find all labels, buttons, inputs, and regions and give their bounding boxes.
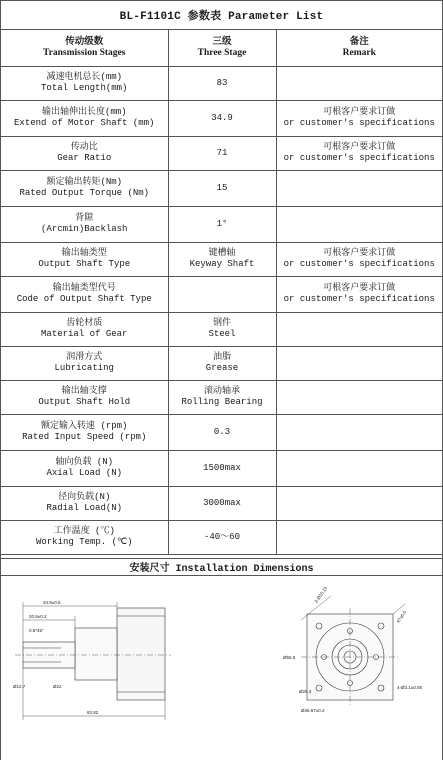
param-name-cn: 传动比 bbox=[70, 142, 98, 152]
param-name-cell bbox=[1, 100, 168, 136]
dim-total-length: 82.82 bbox=[87, 710, 99, 715]
param-name-cn: 输出轴类型代号 bbox=[52, 283, 116, 293]
param-remark-cell bbox=[276, 312, 442, 346]
param-value-cell bbox=[168, 312, 276, 346]
param-value-en: Grease bbox=[205, 363, 239, 373]
param-name-cell bbox=[1, 242, 168, 276]
table-row bbox=[1, 346, 442, 380]
param-value-cell bbox=[168, 276, 276, 312]
param-name-en: Lubricating bbox=[54, 363, 114, 373]
side-view bbox=[15, 602, 171, 720]
dim-chamfer: 0.5*45° bbox=[29, 628, 44, 633]
param-value-cell bbox=[168, 206, 276, 242]
dim-outer-dia: Ø55.5 bbox=[283, 655, 296, 660]
param-remark-cell bbox=[276, 242, 442, 276]
param-value-cell bbox=[168, 136, 276, 170]
param-name-cn: 减速电机总长(mm) bbox=[46, 72, 123, 82]
dim-square: 47±0.5 bbox=[395, 609, 408, 624]
param-name-en: Extend of Motor Shaft (mm) bbox=[14, 118, 155, 128]
param-value-cn: 1° bbox=[216, 218, 228, 229]
table-row bbox=[1, 414, 442, 450]
param-value-cell bbox=[168, 66, 276, 100]
param-name-cn: 径向负载(N) bbox=[58, 492, 111, 502]
table-row bbox=[1, 170, 442, 206]
parameter-table bbox=[1, 30, 442, 555]
param-name-cn: 工作温度 (℃) bbox=[53, 526, 115, 536]
param-name-cell bbox=[1, 520, 168, 554]
param-name-en: Gear Ratio bbox=[57, 153, 112, 163]
param-remark-cn: 可根客户要求订做 bbox=[323, 107, 396, 117]
dim-shaft-dia: Ø12.7 bbox=[13, 684, 26, 689]
param-name-cn: 润滑方式 bbox=[66, 352, 103, 362]
param-name-cn: 背隙 bbox=[75, 213, 94, 223]
param-remark-en: or customer's specifications bbox=[283, 118, 435, 128]
param-name-en: Radial Load(N) bbox=[46, 503, 123, 513]
param-name-en: Material of Gear bbox=[41, 329, 128, 339]
installation-title: 安装尺寸 Installation Dimensions bbox=[1, 558, 442, 576]
param-name-en: Rated Input Speed (rpm) bbox=[22, 432, 147, 442]
param-name-cell bbox=[1, 312, 168, 346]
dim-bore-dia: Ø29.3 bbox=[299, 689, 312, 694]
table-row bbox=[1, 242, 442, 276]
param-name-cell bbox=[1, 486, 168, 520]
param-remark-cn: 可根客户要求订做 bbox=[323, 142, 396, 152]
param-name-cell bbox=[1, 276, 168, 312]
param-value-cell bbox=[168, 170, 276, 206]
table-row bbox=[1, 312, 442, 346]
param-value-cell bbox=[168, 414, 276, 450]
param-name-cell bbox=[1, 450, 168, 486]
param-remark-en: or customer's specifications bbox=[283, 294, 435, 304]
param-value-en: Rolling Bearing bbox=[181, 397, 263, 407]
sheet-title: BL-F1101C 参数表 Parameter List bbox=[1, 0, 442, 30]
param-remark-en: or customer's specifications bbox=[283, 259, 435, 269]
param-name-cell bbox=[1, 414, 168, 450]
table-header-row bbox=[1, 30, 442, 66]
param-value-cell bbox=[168, 520, 276, 554]
param-value-cell bbox=[168, 346, 276, 380]
param-value-cn: 34.9 bbox=[211, 112, 233, 123]
param-name-en: Rated Output Torque (Nm) bbox=[19, 188, 150, 198]
param-name-en: (Arcmin)Backlash bbox=[41, 224, 128, 234]
param-value-cn: 1500max bbox=[203, 462, 241, 473]
param-name-cell bbox=[1, 170, 168, 206]
param-remark-cell bbox=[276, 170, 442, 206]
param-remark-en: or customer's specifications bbox=[283, 153, 435, 163]
param-name-cn: 额定输入转速 (rpm) bbox=[41, 421, 128, 431]
param-name-cn: 输出轴支撑 bbox=[61, 386, 107, 396]
param-value-cell bbox=[168, 242, 276, 276]
param-remark-cell bbox=[276, 380, 442, 414]
param-value-cn: 钢件 bbox=[212, 318, 231, 328]
dim-mount-holes: 4-Ø3.1±0.05 bbox=[397, 685, 422, 690]
table-row bbox=[1, 100, 442, 136]
param-name-en: Output Shaft Type bbox=[38, 259, 131, 269]
param-remark-cn: 可根客户要求订做 bbox=[323, 283, 396, 293]
param-value-cn: 滚动轴承 bbox=[203, 386, 240, 396]
param-remark-cell bbox=[276, 520, 442, 554]
dim-spigot-dia: Ø22 bbox=[53, 684, 62, 689]
param-remark-cell bbox=[276, 276, 442, 312]
dim-pcd: Ø46.67±0.2 bbox=[301, 708, 325, 713]
param-name-cn: 额定输出转矩(Nm) bbox=[46, 177, 123, 187]
param-name-cell bbox=[1, 380, 168, 414]
param-remark-cell bbox=[276, 486, 442, 520]
param-remark-cell bbox=[276, 414, 442, 450]
table-row bbox=[1, 66, 442, 100]
param-remark-cn: 可根客户要求订做 bbox=[323, 248, 396, 258]
dim-diagonal: 2-Ø15.15 bbox=[313, 585, 329, 604]
param-remark-cell bbox=[276, 346, 442, 380]
dim-key-length: 20.9±0.2 bbox=[29, 614, 47, 619]
param-remark-cell bbox=[276, 450, 442, 486]
param-value-cn: 0.3 bbox=[213, 426, 231, 437]
param-name-cn: 轴向负载 (N) bbox=[55, 457, 114, 467]
dim-shaft-extend: 34.9±0.5 bbox=[43, 600, 61, 605]
param-name-cell bbox=[1, 66, 168, 100]
param-name-en: Total Length(mm) bbox=[41, 83, 128, 93]
param-value-cn: 71 bbox=[216, 147, 228, 158]
param-value-en: Keyway Shaft bbox=[189, 259, 255, 269]
param-remark-cell bbox=[276, 100, 442, 136]
param-value-cell bbox=[168, 486, 276, 520]
param-value-en: Steel bbox=[208, 329, 236, 339]
param-name-en: Working Temp. (℃) bbox=[35, 537, 133, 547]
header-three-stage: 三级 Three Stage bbox=[168, 30, 276, 66]
param-value-cn: 15 bbox=[216, 182, 228, 193]
param-value-cell bbox=[168, 100, 276, 136]
table-row bbox=[1, 276, 442, 312]
param-remark-cell bbox=[276, 206, 442, 242]
param-name-cell bbox=[1, 136, 168, 170]
param-value-cn: 3000max bbox=[203, 497, 241, 508]
param-name-en: Code of Output Shaft Type bbox=[16, 294, 152, 304]
table-row bbox=[1, 380, 442, 414]
table-row bbox=[1, 206, 442, 242]
param-value-cn: 油脂 bbox=[212, 352, 231, 362]
param-name-cell bbox=[1, 346, 168, 380]
table-row bbox=[1, 136, 442, 170]
front-view bbox=[301, 596, 408, 706]
param-name-en: Output Shaft Hold bbox=[38, 397, 131, 407]
installation-drawing bbox=[1, 576, 442, 760]
param-remark-cell bbox=[276, 66, 442, 100]
param-name-cell bbox=[1, 206, 168, 242]
param-value-cell bbox=[168, 450, 276, 486]
param-name-cn: 齿轮材质 bbox=[66, 318, 103, 328]
param-remark-cell bbox=[276, 136, 442, 170]
param-name-cn: 输出轴类型 bbox=[61, 248, 107, 258]
table-row bbox=[1, 486, 442, 520]
header-remark: 备注 Remark bbox=[276, 30, 442, 66]
param-value-cn: 键槽轴 bbox=[208, 248, 236, 258]
param-name-en: Axial Load (N) bbox=[46, 468, 123, 478]
param-value-cn: -40～60 bbox=[203, 531, 240, 542]
param-value-cell bbox=[168, 380, 276, 414]
table-row bbox=[1, 520, 442, 554]
param-name-cn: 输出轴伸出长度(mm) bbox=[41, 107, 127, 117]
header-stages: 传动级数 Transmission Stages bbox=[1, 30, 168, 66]
table-row bbox=[1, 450, 442, 486]
param-value-cn: 83 bbox=[216, 77, 228, 88]
